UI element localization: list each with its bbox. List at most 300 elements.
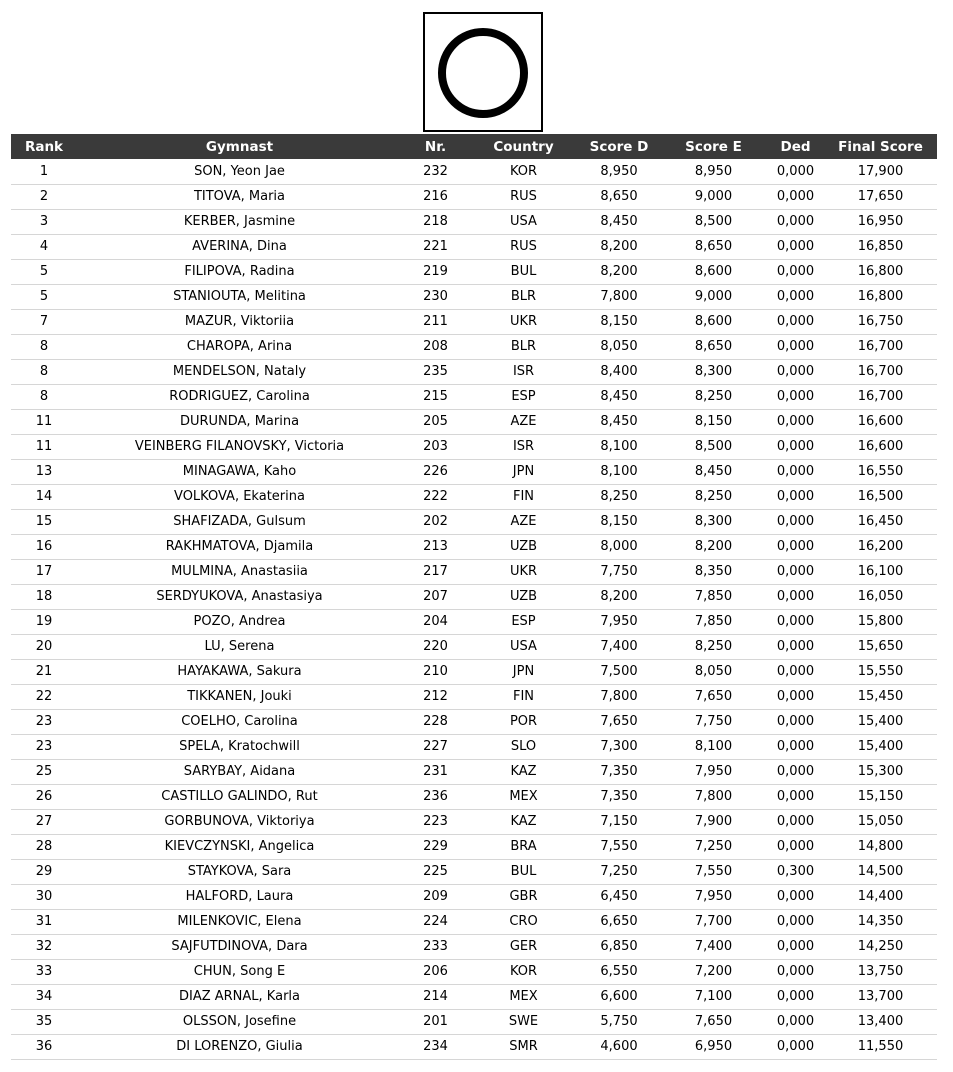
cell-nr: 235 (402, 359, 469, 384)
cell-final-score: 16,050 (824, 584, 937, 609)
cell-score-d: 7,550 (578, 834, 660, 859)
cell-ded: 0,000 (767, 809, 824, 834)
cell-final-score: 16,800 (824, 284, 937, 309)
cell-score-d: 8,250 (578, 484, 660, 509)
table-row (11, 859, 937, 884)
cell-score-e: 8,650 (660, 234, 767, 259)
cell-rank: 3 (11, 209, 77, 234)
cell-score-e: 6,950 (660, 1034, 767, 1059)
cell-rank: 20 (11, 634, 77, 659)
cell-country: UKR (469, 559, 578, 584)
cell-final-score: 16,750 (824, 309, 937, 334)
cell-final-score: 15,800 (824, 609, 937, 634)
cell-final-score: 15,400 (824, 734, 937, 759)
cell-score-d: 8,650 (578, 184, 660, 209)
cell-gymnast: CASTILLO GALINDO, Rut (77, 784, 402, 809)
cell-country: SLO (469, 734, 578, 759)
cell-nr: 203 (402, 434, 469, 459)
cell-score-e: 7,200 (660, 959, 767, 984)
cell-score-e: 7,650 (660, 684, 767, 709)
cell-gymnast: TIKKANEN, Jouki (77, 684, 402, 709)
cell-rank: 17 (11, 559, 77, 584)
cell-score-d: 6,550 (578, 959, 660, 984)
cell-rank: 25 (11, 759, 77, 784)
cell-nr: 233 (402, 934, 469, 959)
cell-score-e: 9,000 (660, 184, 767, 209)
cell-final-score: 13,400 (824, 1009, 937, 1034)
cell-country: BLR (469, 284, 578, 309)
table-row (11, 359, 937, 384)
cell-final-score: 16,700 (824, 334, 937, 359)
cell-ded: 0,000 (767, 384, 824, 409)
table-row (11, 259, 937, 284)
cell-country: ESP (469, 384, 578, 409)
cell-score-d: 8,450 (578, 209, 660, 234)
cell-country: UKR (469, 309, 578, 334)
cell-rank: 26 (11, 784, 77, 809)
cell-ded: 0,000 (767, 634, 824, 659)
cell-country: BRA (469, 834, 578, 859)
cell-nr: 209 (402, 884, 469, 909)
cell-score-d: 7,800 (578, 284, 660, 309)
cell-ded: 0,000 (767, 1009, 824, 1034)
cell-rank: 36 (11, 1034, 77, 1059)
cell-country: KOR (469, 159, 578, 184)
cell-final-score: 11,550 (824, 1034, 937, 1059)
cell-gymnast: DI LORENZO, Giulia (77, 1034, 402, 1059)
cell-country: SWE (469, 1009, 578, 1034)
cell-score-e: 7,950 (660, 884, 767, 909)
table-row (11, 484, 937, 509)
cell-final-score: 16,500 (824, 484, 937, 509)
cell-nr: 229 (402, 834, 469, 859)
table-row (11, 759, 937, 784)
cell-nr: 212 (402, 684, 469, 709)
cell-score-d: 7,750 (578, 559, 660, 584)
cell-final-score: 16,600 (824, 434, 937, 459)
table-row (11, 509, 937, 534)
cell-gymnast: MILENKOVIC, Elena (77, 909, 402, 934)
cell-final-score: 16,700 (824, 384, 937, 409)
cell-score-e: 8,250 (660, 384, 767, 409)
cell-rank: 11 (11, 409, 77, 434)
cell-score-d: 8,450 (578, 384, 660, 409)
cell-score-e: 7,900 (660, 809, 767, 834)
cell-final-score: 16,950 (824, 209, 937, 234)
cell-country: AZE (469, 509, 578, 534)
table-body (11, 159, 937, 1059)
cell-nr: 217 (402, 559, 469, 584)
cell-nr: 220 (402, 634, 469, 659)
table-row (11, 984, 937, 1009)
cell-score-d: 7,150 (578, 809, 660, 834)
cell-score-e: 7,950 (660, 759, 767, 784)
cell-final-score: 15,050 (824, 809, 937, 834)
cell-score-e: 8,950 (660, 159, 767, 184)
cell-score-d: 8,200 (578, 234, 660, 259)
table-row (11, 934, 937, 959)
cell-rank: 35 (11, 1009, 77, 1034)
cell-score-d: 8,150 (578, 509, 660, 534)
cell-score-e: 8,600 (660, 309, 767, 334)
cell-rank: 23 (11, 734, 77, 759)
cell-score-e: 8,500 (660, 434, 767, 459)
cell-nr: 218 (402, 209, 469, 234)
cell-rank: 1 (11, 159, 77, 184)
cell-ded: 0,000 (767, 484, 824, 509)
table-row (11, 709, 937, 734)
cell-nr: 214 (402, 984, 469, 1009)
cell-rank: 8 (11, 359, 77, 384)
cell-ded: 0,000 (767, 284, 824, 309)
cell-country: POR (469, 709, 578, 734)
table-row (11, 159, 937, 184)
cell-gymnast: GORBUNOVA, Viktoriya (77, 809, 402, 834)
cell-rank: 8 (11, 334, 77, 359)
cell-score-d: 5,750 (578, 1009, 660, 1034)
cell-ded: 0,000 (767, 909, 824, 934)
cell-ded: 0,000 (767, 684, 824, 709)
cell-gymnast: SARYBAY, Aidana (77, 759, 402, 784)
cell-final-score: 15,450 (824, 684, 937, 709)
cell-final-score: 13,700 (824, 984, 937, 1009)
cell-gymnast: COELHO, Carolina (77, 709, 402, 734)
cell-final-score: 16,100 (824, 559, 937, 584)
cell-ded: 0,000 (767, 234, 824, 259)
cell-score-e: 8,250 (660, 634, 767, 659)
cell-score-e: 7,700 (660, 909, 767, 934)
table-row (11, 434, 937, 459)
cell-rank: 34 (11, 984, 77, 1009)
table-row (11, 884, 937, 909)
table-row (11, 909, 937, 934)
cell-rank: 19 (11, 609, 77, 634)
header-nr: Nr. (424, 138, 447, 155)
cell-final-score: 15,650 (824, 634, 937, 659)
cell-nr: 204 (402, 609, 469, 634)
cell-gymnast: DURUNDA, Marina (77, 409, 402, 434)
cell-nr: 207 (402, 584, 469, 609)
cell-nr: 219 (402, 259, 469, 284)
cell-gymnast: DIAZ ARNAL, Karla (77, 984, 402, 1009)
cell-score-d: 6,650 (578, 909, 660, 934)
header-score-d: Score D (589, 138, 649, 155)
cell-rank: 28 (11, 834, 77, 859)
cell-ded: 0,000 (767, 609, 824, 634)
cell-nr: 231 (402, 759, 469, 784)
cell-country: FIN (469, 684, 578, 709)
cell-country: MEX (469, 984, 578, 1009)
cell-ded: 0,300 (767, 859, 824, 884)
cell-rank: 32 (11, 934, 77, 959)
cell-score-e: 8,500 (660, 209, 767, 234)
cell-score-e: 7,100 (660, 984, 767, 1009)
table-row (11, 184, 937, 209)
cell-ded: 0,000 (767, 884, 824, 909)
cell-final-score: 14,400 (824, 884, 937, 909)
cell-nr: 202 (402, 509, 469, 534)
cell-score-d: 8,150 (578, 309, 660, 334)
cell-gymnast: CHAROPA, Arina (77, 334, 402, 359)
cell-score-d: 7,800 (578, 684, 660, 709)
cell-rank: 33 (11, 959, 77, 984)
cell-final-score: 16,200 (824, 534, 937, 559)
cell-final-score: 16,800 (824, 259, 937, 284)
header-final-score: Final Score (838, 138, 923, 155)
cell-nr: 216 (402, 184, 469, 209)
table-row (11, 209, 937, 234)
cell-score-e: 7,550 (660, 859, 767, 884)
cell-score-d: 7,500 (578, 659, 660, 684)
cell-gymnast: AVERINA, Dina (77, 234, 402, 259)
cell-ded: 0,000 (767, 784, 824, 809)
cell-nr: 224 (402, 909, 469, 934)
cell-ded: 0,000 (767, 734, 824, 759)
cell-ded: 0,000 (767, 984, 824, 1009)
cell-gymnast: POZO, Andrea (77, 609, 402, 634)
cell-gymnast: SERDYUKOVA, Anastasiya (77, 584, 402, 609)
cell-final-score: 16,550 (824, 459, 937, 484)
cell-gymnast: OLSSON, Josefine (77, 1009, 402, 1034)
cell-final-score: 15,400 (824, 709, 937, 734)
cell-country: JPN (469, 659, 578, 684)
table-row (11, 809, 937, 834)
cell-rank: 23 (11, 709, 77, 734)
table-row (11, 834, 937, 859)
cell-nr: 205 (402, 409, 469, 434)
cell-ded: 0,000 (767, 159, 824, 184)
header-rank: Rank (24, 138, 64, 155)
cell-nr: 206 (402, 959, 469, 984)
cell-country: KAZ (469, 759, 578, 784)
cell-score-d: 8,050 (578, 334, 660, 359)
cell-ded: 0,000 (767, 209, 824, 234)
cell-final-score: 15,300 (824, 759, 937, 784)
cell-score-d: 7,950 (578, 609, 660, 634)
cell-score-e: 8,150 (660, 409, 767, 434)
cell-final-score: 16,450 (824, 509, 937, 534)
cell-country: USA (469, 634, 578, 659)
cell-rank: 18 (11, 584, 77, 609)
cell-gymnast: MENDELSON, Nataly (77, 359, 402, 384)
table-row (11, 784, 937, 809)
table-row (11, 309, 937, 334)
cell-country: RUS (469, 234, 578, 259)
cell-final-score: 16,700 (824, 359, 937, 384)
cell-country: BLR (469, 334, 578, 359)
cell-score-e: 8,650 (660, 334, 767, 359)
cell-score-e: 8,250 (660, 484, 767, 509)
cell-gymnast: STANIOUTA, Melitina (77, 284, 402, 309)
cell-score-d: 7,650 (578, 709, 660, 734)
cell-score-e: 8,100 (660, 734, 767, 759)
table-row (11, 559, 937, 584)
header-score-e: Score E (685, 138, 742, 155)
cell-country: GBR (469, 884, 578, 909)
cell-country: ISR (469, 434, 578, 459)
table-row (11, 409, 937, 434)
cell-score-d: 7,350 (578, 784, 660, 809)
cell-score-e: 9,000 (660, 284, 767, 309)
cell-country: BUL (469, 259, 578, 284)
cell-score-d: 6,850 (578, 934, 660, 959)
cell-nr: 221 (402, 234, 469, 259)
cell-ded: 0,000 (767, 1034, 824, 1059)
cell-score-e: 7,850 (660, 609, 767, 634)
cell-nr: 223 (402, 809, 469, 834)
cell-ded: 0,000 (767, 934, 824, 959)
cell-final-score: 16,600 (824, 409, 937, 434)
cell-score-e: 8,350 (660, 559, 767, 584)
cell-score-e: 8,200 (660, 534, 767, 559)
table-row (11, 384, 937, 409)
cell-score-e: 7,400 (660, 934, 767, 959)
cell-gymnast: SON, Yeon Jae (77, 159, 402, 184)
cell-nr: 211 (402, 309, 469, 334)
cell-rank: 13 (11, 459, 77, 484)
cell-gymnast: RODRIGUEZ, Carolina (77, 384, 402, 409)
cell-score-d: 8,000 (578, 534, 660, 559)
cell-gymnast: SHAFIZADA, Gulsum (77, 509, 402, 534)
cell-country: KAZ (469, 809, 578, 834)
cell-nr: 226 (402, 459, 469, 484)
cell-country: BUL (469, 859, 578, 884)
cell-final-score: 14,800 (824, 834, 937, 859)
table-row (11, 1034, 937, 1059)
cell-score-e: 8,050 (660, 659, 767, 684)
cell-country: UZB (469, 534, 578, 559)
cell-final-score: 16,850 (824, 234, 937, 259)
cell-score-e: 7,250 (660, 834, 767, 859)
cell-score-d: 8,450 (578, 409, 660, 434)
cell-score-e: 7,850 (660, 584, 767, 609)
cell-country: JPN (469, 459, 578, 484)
cell-gymnast: TITOVA, Maria (77, 184, 402, 209)
cell-ded: 0,000 (767, 334, 824, 359)
cell-score-d: 8,400 (578, 359, 660, 384)
cell-ded: 0,000 (767, 709, 824, 734)
cell-rank: 5 (11, 259, 77, 284)
cell-ded: 0,000 (767, 434, 824, 459)
cell-ded: 0,000 (767, 309, 824, 334)
table-row (11, 284, 937, 309)
cell-country: GER (469, 934, 578, 959)
cell-nr: 225 (402, 859, 469, 884)
table-row (11, 1009, 937, 1034)
cell-country: CRO (469, 909, 578, 934)
table-row (11, 459, 937, 484)
cell-ded: 0,000 (767, 259, 824, 284)
cell-nr: 227 (402, 734, 469, 759)
cell-final-score: 17,650 (824, 184, 937, 209)
header-country: Country (493, 138, 554, 155)
cell-final-score: 17,900 (824, 159, 937, 184)
table-row (11, 734, 937, 759)
cell-gymnast: RAKHMATOVA, Djamila (77, 534, 402, 559)
cell-ded: 0,000 (767, 659, 824, 684)
cell-score-d: 8,200 (578, 584, 660, 609)
cell-country: UZB (469, 584, 578, 609)
cell-gymnast: MULMINA, Anastasiia (77, 559, 402, 584)
cell-rank: 16 (11, 534, 77, 559)
cell-score-d: 7,250 (578, 859, 660, 884)
cell-rank: 29 (11, 859, 77, 884)
cell-gymnast: LU, Serena (77, 634, 402, 659)
cell-score-d: 7,400 (578, 634, 660, 659)
cell-nr: 230 (402, 284, 469, 309)
cell-gymnast: SPELA, Kratochwill (77, 734, 402, 759)
cell-rank: 15 (11, 509, 77, 534)
table-row (11, 609, 937, 634)
cell-ded: 0,000 (767, 559, 824, 584)
cell-gymnast: CHUN, Song E (77, 959, 402, 984)
cell-rank: 27 (11, 809, 77, 834)
cell-rank: 7 (11, 309, 77, 334)
cell-rank: 30 (11, 884, 77, 909)
header-gymnast: Gymnast (205, 138, 274, 155)
cell-nr: 210 (402, 659, 469, 684)
cell-score-e: 8,300 (660, 359, 767, 384)
cell-rank: 14 (11, 484, 77, 509)
cell-nr: 201 (402, 1009, 469, 1034)
cell-country: FIN (469, 484, 578, 509)
cell-country: MEX (469, 784, 578, 809)
cell-ded: 0,000 (767, 759, 824, 784)
cell-rank: 4 (11, 234, 77, 259)
cell-gymnast: VEINBERG FILANOVSKY, Victoria (77, 434, 402, 459)
cell-nr: 232 (402, 159, 469, 184)
cell-nr: 228 (402, 709, 469, 734)
cell-rank: 22 (11, 684, 77, 709)
cell-ded: 0,000 (767, 184, 824, 209)
cell-country: KOR (469, 959, 578, 984)
cell-score-d: 7,350 (578, 759, 660, 784)
hoop-icon (425, 14, 541, 130)
cell-score-d: 8,200 (578, 259, 660, 284)
cell-nr: 213 (402, 534, 469, 559)
cell-gymnast: MAZUR, Viktoriia (77, 309, 402, 334)
cell-score-d: 4,600 (578, 1034, 660, 1059)
cell-final-score: 15,550 (824, 659, 937, 684)
table-row (11, 584, 937, 609)
cell-ded: 0,000 (767, 509, 824, 534)
cell-rank: 8 (11, 384, 77, 409)
table-row (11, 634, 937, 659)
cell-score-d: 7,300 (578, 734, 660, 759)
cell-score-e: 8,300 (660, 509, 767, 534)
cell-rank: 11 (11, 434, 77, 459)
cell-country: AZE (469, 409, 578, 434)
cell-nr: 222 (402, 484, 469, 509)
header-row (11, 134, 937, 159)
table-row (11, 234, 937, 259)
cell-country: RUS (469, 184, 578, 209)
cell-final-score: 15,150 (824, 784, 937, 809)
header-ded: Ded (780, 138, 811, 155)
cell-rank: 31 (11, 909, 77, 934)
cell-ded: 0,000 (767, 534, 824, 559)
cell-rank: 5 (11, 284, 77, 309)
table-header (11, 134, 937, 159)
cell-country: ESP (469, 609, 578, 634)
cell-score-d: 8,100 (578, 459, 660, 484)
table-row (11, 684, 937, 709)
cell-score-d: 8,100 (578, 434, 660, 459)
apparatus-hoop-box (423, 12, 543, 132)
table-row (11, 334, 937, 359)
cell-country: USA (469, 209, 578, 234)
cell-gymnast: HALFORD, Laura (77, 884, 402, 909)
